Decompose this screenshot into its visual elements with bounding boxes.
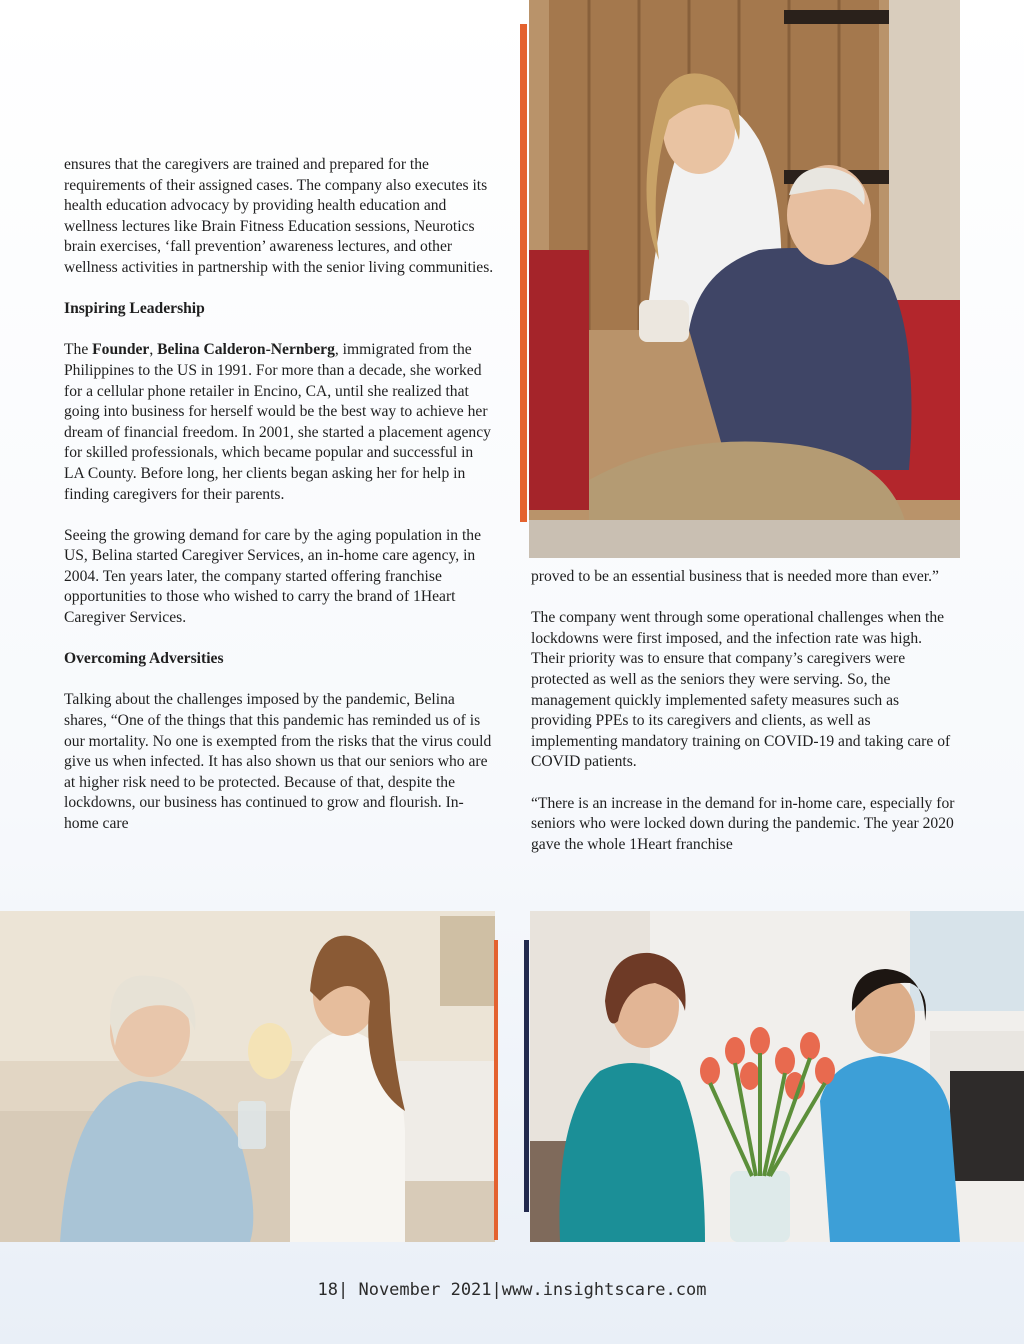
photo-illustration bbox=[529, 0, 960, 558]
right-text-column bbox=[531, 567, 956, 876]
text-run: The bbox=[64, 341, 93, 359]
body-paragraph: ensures that the caregivers are trained and prepared for the requirements of their assigned cases. The company also executes its health education advocacy by providing health education and wellness lectures like Brain Fitness Education sessions, Neurotics brain exercises, ‘fall prevention’ awareness lectures, and other wellness activities in partnership with the senior living communities. bbox=[64, 156, 494, 276]
section-heading-overcoming-adversities: Overcoming Adversities bbox=[64, 650, 224, 668]
founder-name: Belina Calderon-Nernberg bbox=[157, 341, 335, 359]
photo-caregiver-with-flowers bbox=[530, 911, 1024, 1242]
body-paragraph: Talking about the challenges imposed by the pandemic, Belina shares, “One of the things that this pandemic has reminded us of is our mortality. No one is exempted from the risks that the virus could give us when infected. It has also shown us that our seniors who are at higher risk need to be protected. Because of that, despite the lockdowns, our business has continued to grow and flourish. In-home care bbox=[64, 691, 492, 832]
body-paragraph: Seeing the growing demand for care by the aging population in the US, Belina started Caregiver Services, an in-home care agency, in 2004. Ten years later, the company started offering franchise opportunities to those who wished to carry the brand of 1Heart Caregiver Services. bbox=[64, 526, 482, 627]
left-text-column bbox=[64, 155, 494, 855]
body-paragraph-founder bbox=[64, 340, 494, 505]
photo-illustration bbox=[530, 911, 1024, 1242]
accent-bar-navy bbox=[524, 940, 529, 1212]
body-paragraph: proved to be an essential business that is needed more than ever.” bbox=[531, 568, 939, 585]
page-footer: 18| November 2021|www.insightscare.com bbox=[317, 1280, 707, 1300]
body-paragraph: The company went through some operational challenges when the lockdowns were first imposed, and the infection rate was high. Their priority was to ensure that company’s caregivers were protected as well as the seniors they were serving. So, the management quickly implemented safety measures such as providing PPEs to its caregivers and clients, as well as implementing mandatory training on COVID-19 and taking care of COVID patients. bbox=[531, 609, 951, 771]
body-paragraph: “There is an increase in the demand for in-home care, especially for seniors who were locked down during the pandemic. The year 2020 gave the whole 1Heart franchise bbox=[531, 794, 955, 853]
accent-bar-orange bbox=[494, 940, 498, 1240]
photo-caregiver-with-elderly-man bbox=[529, 0, 960, 558]
text-run: , bbox=[149, 341, 158, 359]
photo-caregiver-giving-medication bbox=[0, 911, 495, 1242]
founder-label: Founder bbox=[92, 341, 150, 359]
photo-illustration bbox=[0, 911, 495, 1242]
text-run: , immigrated from the Philippines to the US in 1991. For more than a decade, she worked for a cellular phone retailer in Encino, CA, until she realized that going into business for herself would be the best way to achieve her dream of financial freedom. In 2001, she started a placement agency for skilled professionals, which became popular and successful in LA County. Before long, her clients began asking her for help in finding caregivers for their parents. bbox=[64, 341, 491, 503]
accent-bar-orange bbox=[520, 24, 527, 522]
section-heading-inspiring-leadership: Inspiring Leadership bbox=[64, 300, 205, 318]
